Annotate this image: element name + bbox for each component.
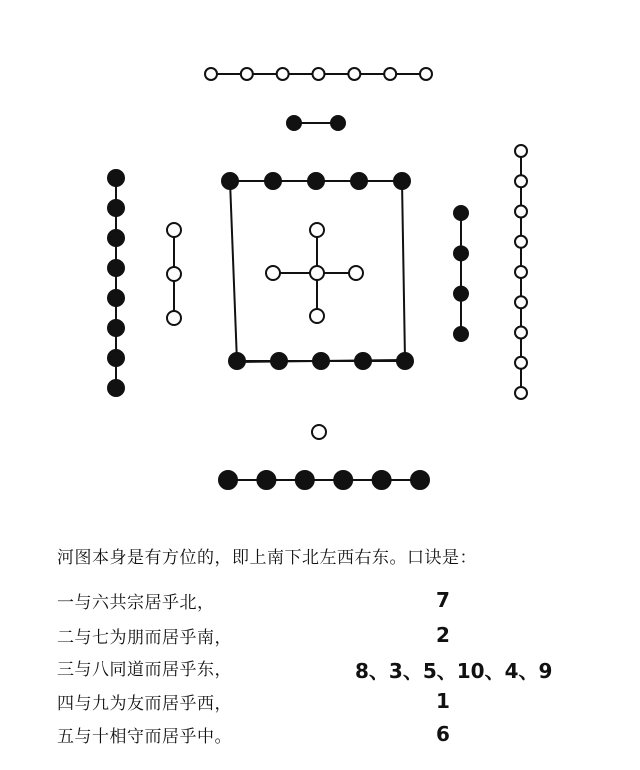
center-square-bottom-dot — [397, 353, 413, 369]
left-outer-dot — [108, 290, 124, 306]
center-cross-dot — [310, 309, 324, 323]
right-outer-dot — [515, 327, 527, 339]
top-inner-dot — [287, 116, 301, 130]
center-cross-dot — [349, 266, 363, 280]
left-inner-dot — [167, 267, 181, 281]
connector-line — [402, 181, 405, 360]
bottom-outer-dot — [334, 471, 352, 489]
center-square-bottom-dot — [355, 353, 371, 369]
center-square-bottom-dot — [229, 353, 245, 369]
rule-1-answer: 7 — [436, 588, 450, 612]
left-outer-dot — [108, 170, 124, 186]
center-square-top-dot — [308, 173, 324, 189]
right-outer-dot — [515, 145, 527, 157]
center-square-bottom-dot — [271, 353, 287, 369]
center-cross-dot — [266, 266, 280, 280]
left-outer-dot — [108, 350, 124, 366]
bottom-outer-dot — [296, 471, 314, 489]
right-outer-dot — [515, 175, 527, 187]
left-outer-dot — [108, 200, 124, 216]
center-square-top-dot — [351, 173, 367, 189]
center-cross-dot — [310, 223, 324, 237]
top-inner-dot — [331, 116, 345, 130]
rule-5-answer: 6 — [436, 722, 450, 746]
top-outer-dot — [348, 68, 360, 80]
top-outer-dot — [384, 68, 396, 80]
top-outer-dot — [241, 68, 253, 80]
left-inner-dot — [167, 311, 181, 325]
bottom-outer-dot — [257, 471, 275, 489]
left-outer-dot — [108, 230, 124, 246]
right-inner-dot — [454, 287, 468, 301]
left-outer-dot — [108, 320, 124, 336]
description-text: 河图本身是有方位的，即上南下北左西右东。口诀是： — [57, 548, 477, 568]
left-outer-dot — [108, 380, 124, 396]
rule-4-text: 四与九为友而居乎西， — [57, 694, 232, 714]
rule-4-answer: 1 — [436, 689, 450, 713]
right-outer-dot — [515, 387, 527, 399]
bottom-outer-dot — [411, 471, 429, 489]
left-inner-dot — [167, 223, 181, 237]
rule-5-text: 五与十相守而居乎中。 — [57, 727, 232, 747]
right-outer-dot — [515, 357, 527, 369]
top-outer-dot — [205, 68, 217, 80]
center-cross-dot — [310, 266, 324, 280]
bottom-inner-dot — [312, 425, 326, 439]
center-square-bottom-dot — [313, 353, 329, 369]
top-outer-dot — [420, 68, 432, 80]
rule-1-text: 一与六共宗居乎北， — [57, 593, 215, 613]
right-inner-dot — [454, 206, 468, 220]
center-square-top-dot — [265, 173, 281, 189]
left-outer-dot — [108, 260, 124, 276]
center-square-top-dot — [222, 173, 238, 189]
top-outer-dot — [277, 68, 289, 80]
top-outer-dot — [313, 68, 325, 80]
rule-3-text: 三与八同道而居乎东， — [57, 660, 232, 680]
bottom-outer-dot — [219, 471, 237, 489]
right-outer-dot — [515, 266, 527, 278]
right-outer-dot — [515, 206, 527, 218]
connector-line — [230, 181, 237, 362]
right-inner-dot — [454, 246, 468, 260]
center-square-top-dot — [394, 173, 410, 189]
rule-2-text: 二与七为朋而居乎南， — [57, 628, 232, 648]
rule-2-answer: 2 — [436, 623, 450, 647]
right-outer-dot — [515, 296, 527, 308]
bottom-outer-dot — [373, 471, 391, 489]
right-inner-dot — [454, 327, 468, 341]
right-outer-dot — [515, 236, 527, 248]
rule-3-answer: 8、3、5、10、4、9 — [355, 659, 553, 683]
